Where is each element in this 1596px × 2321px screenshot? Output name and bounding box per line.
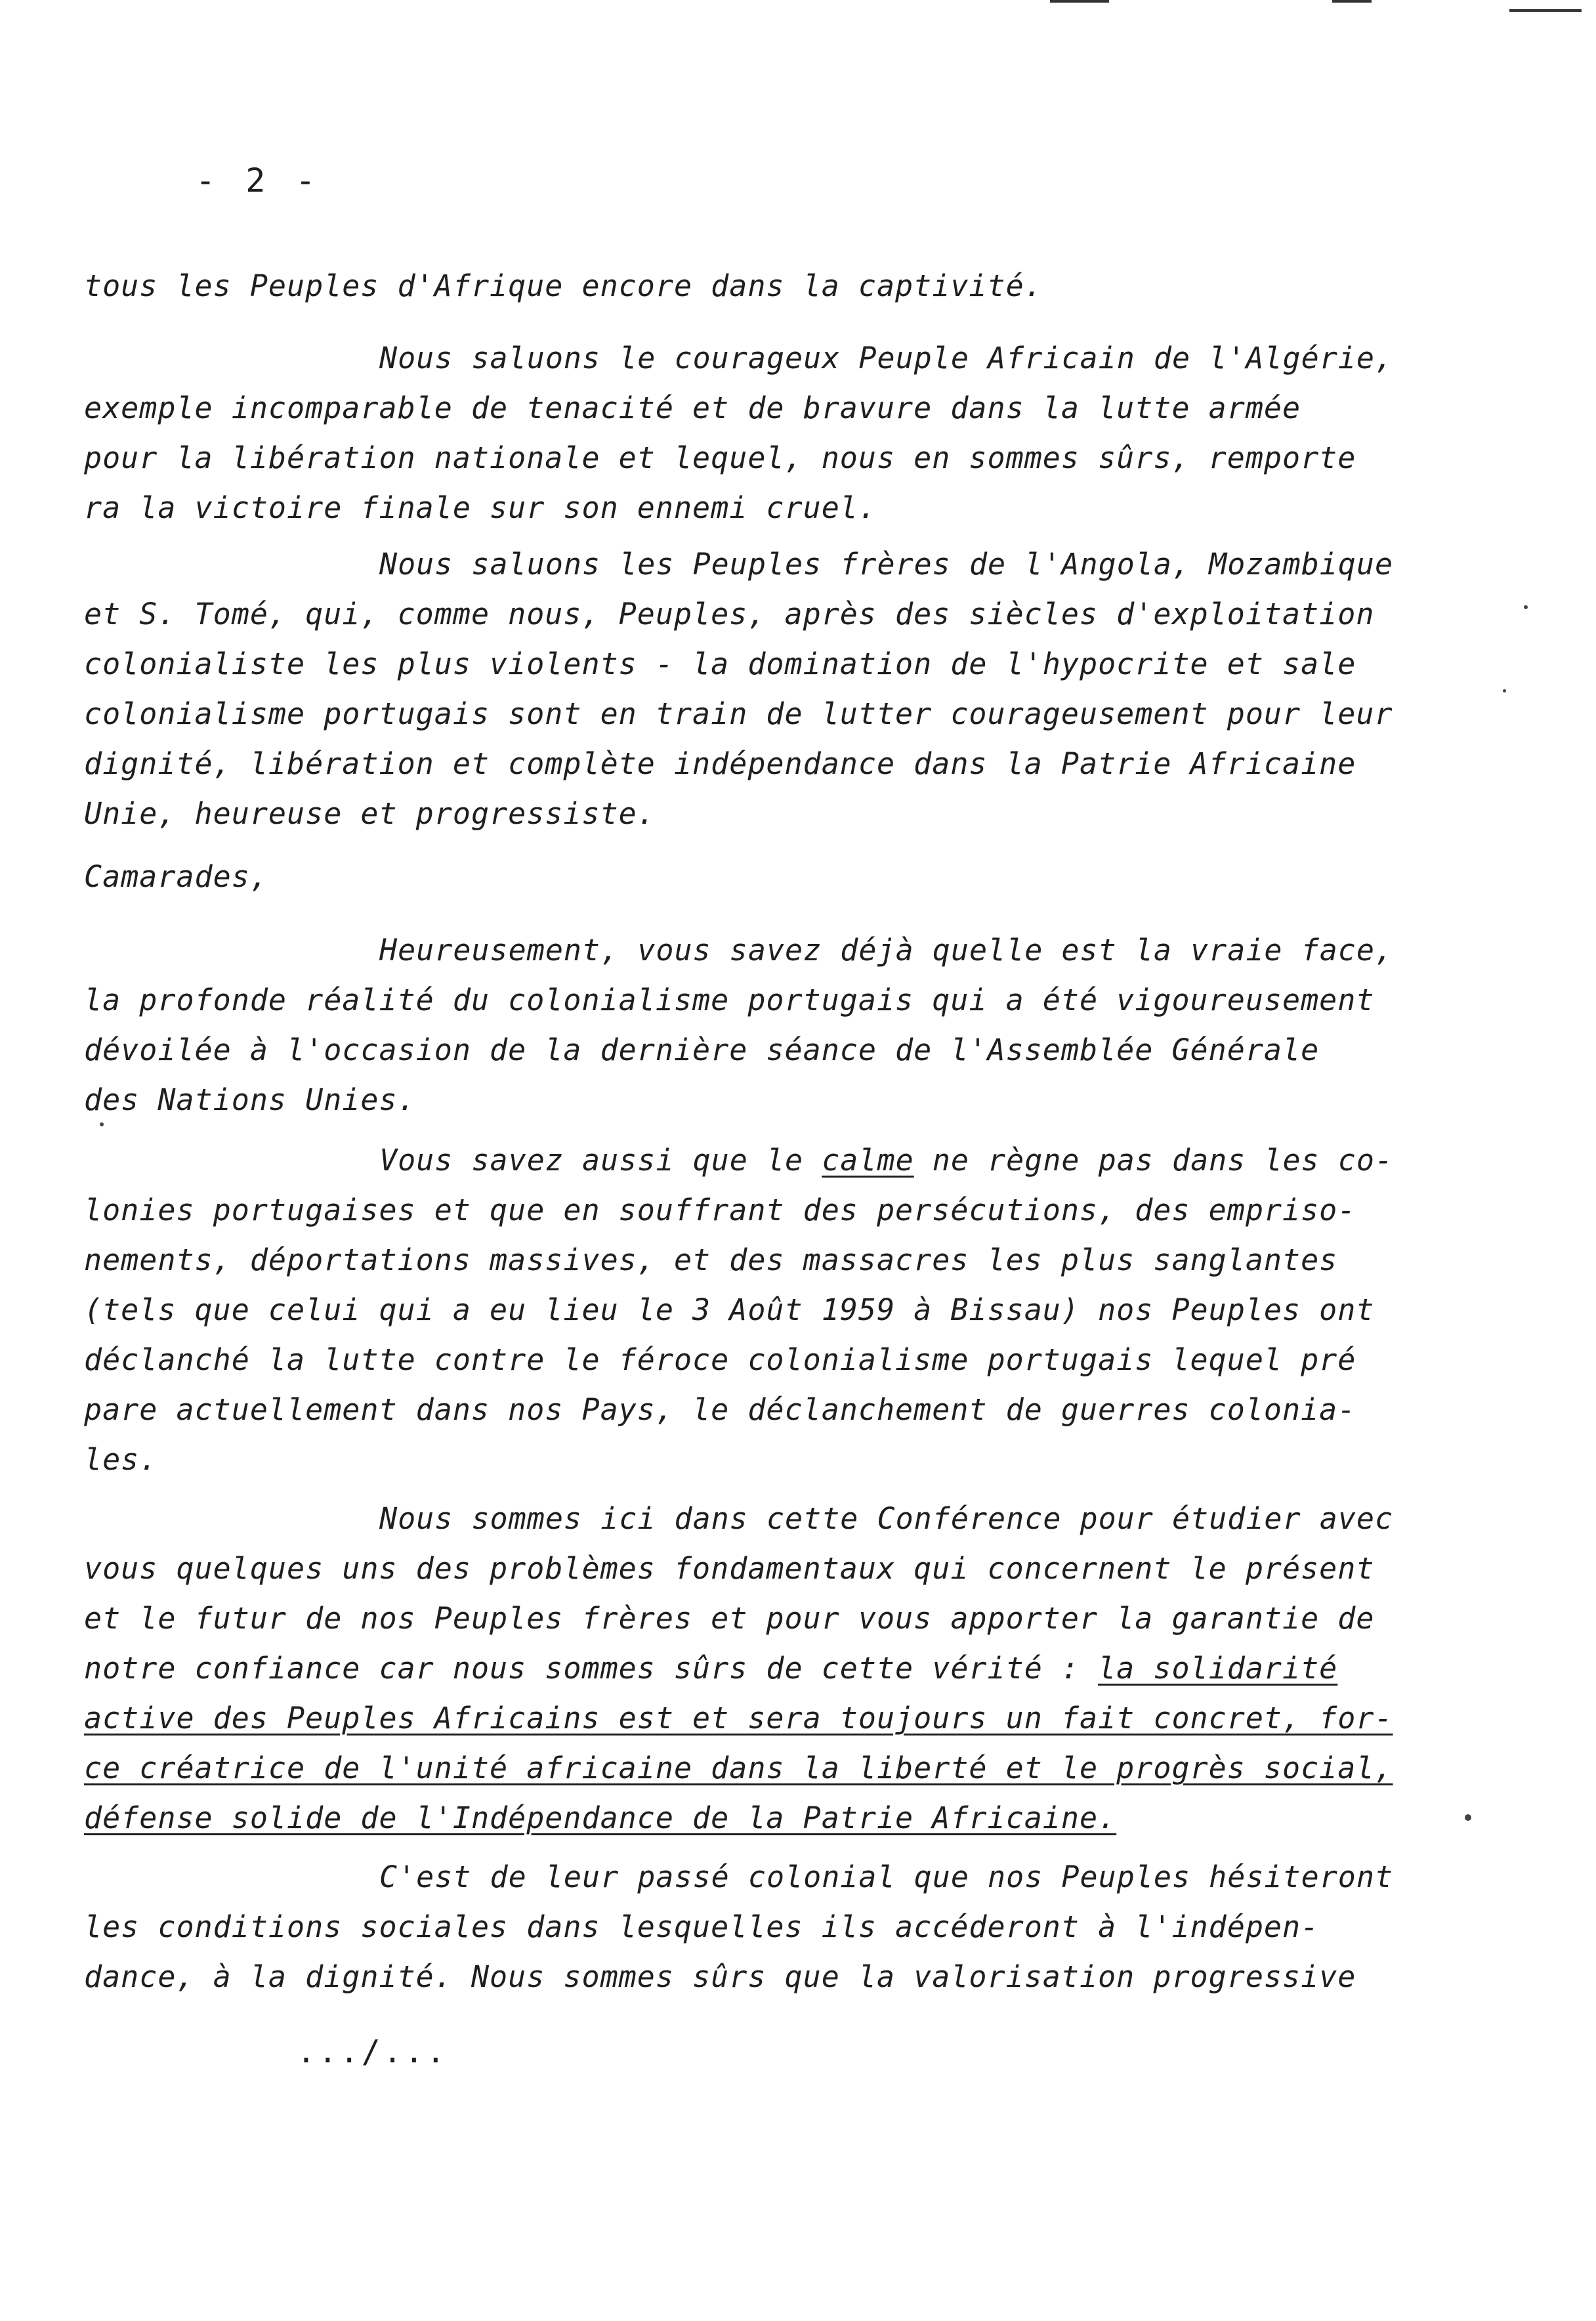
salutation xyxy=(84,852,1488,902)
continuation-mark: .../... xyxy=(297,2034,448,2070)
text-line: (tels que celui qui a eu lieu le 3 Août 1959 à Bissau) nos Peuples ont xyxy=(84,1292,1375,1327)
text-line: colonialiste les plus violents - la domination de l'hypocrite et sale xyxy=(84,647,1356,681)
text-line: pour la libération nationale et lequel, nous en sommes sûrs, remporte xyxy=(84,440,1356,475)
text-line: tous les Peuples d'Afrique encore dans la captivité. xyxy=(84,268,1043,303)
text-line: les. xyxy=(84,1442,158,1477)
text-line: et S. Tomé, qui, comme nous, Peuples, après des siècles d'exploitation xyxy=(84,597,1375,631)
text-line: active des Peuples Africains est et sera toujours un fait concret, for- xyxy=(84,1701,1393,1735)
text-fragment: ne règne pas dans les co- xyxy=(914,1143,1394,1178)
text-line: lonies portugaises et que en souffrant des persécutions, des empriso- xyxy=(84,1193,1356,1227)
text-line: et le futur de nos Peuples frères et pour vous apporter la garantie de xyxy=(84,1601,1375,1636)
text-line: défense solide de l'Indépendance de la Patrie Africaine. xyxy=(84,1800,1117,1835)
text-line: nements, déportations massives, et des massacres les plus sanglantes xyxy=(84,1243,1338,1277)
paragraph-vous-savez xyxy=(84,1136,1488,1485)
paragraph-conference xyxy=(84,1494,1488,1843)
text-line: dance, à la dignité. Nous sommes sûrs que la valorisation progressive xyxy=(84,1959,1356,1994)
text-line: des Nations Unies. xyxy=(84,1082,416,1117)
text-line: Nous sommes ici dans cette Conférence pour étudier avec xyxy=(379,1501,1394,1536)
text-line: Heureusement, vous savez déjà quelle est la vraie face, xyxy=(379,933,1394,968)
text-line: dévoilée à l'occasion de la dernière séance de l'Assemblée Générale xyxy=(84,1033,1320,1067)
paragraph-heureusement xyxy=(84,926,1488,1125)
paragraph-algerie xyxy=(84,333,1488,533)
paragraph-continuation xyxy=(84,261,1488,311)
paragraph-peuples-freres xyxy=(84,540,1488,839)
scan-speck xyxy=(1524,605,1528,609)
page-number: - 2 - xyxy=(196,161,321,200)
text-line: Nous saluons les Peuples frères de l'Angola, Mozambique xyxy=(379,547,1394,582)
scan-mark xyxy=(1050,0,1109,3)
text-line: dignité, libération et complète indépendance dans la Patrie Africaine xyxy=(84,746,1356,781)
text-line: Nous saluons le courageux Peuple Africain de l'Algérie, xyxy=(379,341,1394,375)
text-line: Unie, heureuse et progressiste. xyxy=(84,796,656,831)
text-line: les conditions sociales dans lesquelles ils accéderont à l'indépen- xyxy=(84,1909,1320,1944)
text-line: déclanché la lutte contre le féroce colonialisme portugais lequel pré xyxy=(84,1342,1356,1377)
text-line: ce créatrice de l'unité africaine dans la liberté et le progrès social, xyxy=(84,1751,1393,1785)
text-line xyxy=(84,1136,1488,1185)
text-line: C'est de leur passé colonial que nos Peuples hésiteront xyxy=(379,1860,1394,1894)
scan-speck xyxy=(1465,1814,1471,1821)
scan-speck xyxy=(1503,689,1506,692)
scan-mark xyxy=(1509,9,1582,12)
text-line: colonialisme portugais sont en train de lutter courageusement pour leur xyxy=(84,696,1393,731)
text-line: pare actuellement dans nos Pays, le déclanchement de guerres colonia- xyxy=(84,1392,1356,1427)
text-line: ra la victoire finale sur son ennemi cruel. xyxy=(84,490,877,525)
text-line xyxy=(84,1644,1488,1693)
scan-speck xyxy=(100,1122,104,1126)
scan-mark xyxy=(1332,0,1372,3)
text-line: la profonde réalité du colonialisme portugais qui a été vigoureusement xyxy=(84,983,1375,1017)
underlined-word: calme xyxy=(822,1143,914,1178)
text-fragment: Vous savez aussi que le xyxy=(379,1143,822,1178)
underlined-phrase: la solidarité xyxy=(1098,1651,1338,1686)
text-line: Camarades, xyxy=(84,859,268,894)
paragraph-passe-colonial xyxy=(84,1852,1488,2002)
text-line: vous quelques uns des problèmes fondamentaux qui concernent le présent xyxy=(84,1551,1375,1586)
text-fragment: notre confiance car nous sommes sûrs de cette vérité : xyxy=(84,1651,1099,1686)
text-line: exemple incomparable de tenacité et de bravure dans la lutte armée xyxy=(84,391,1301,425)
